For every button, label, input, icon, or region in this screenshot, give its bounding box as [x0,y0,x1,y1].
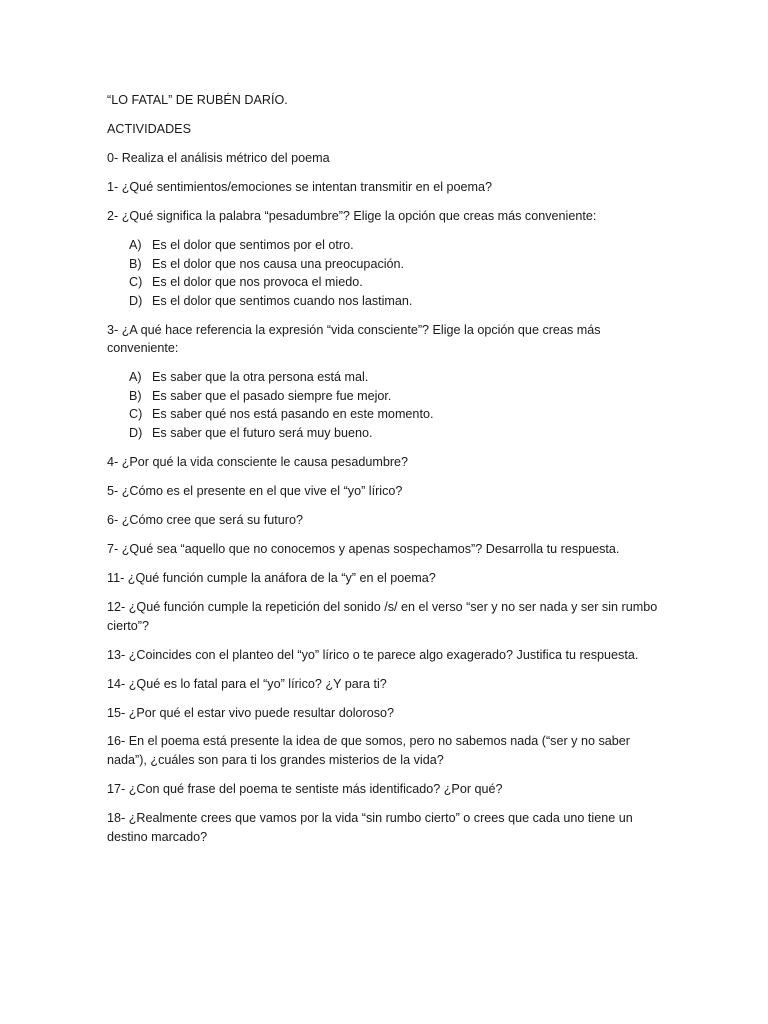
option-item [129,236,667,255]
question-1: 1- ¿Qué sentimientos/emociones se intentan transmitir en el poema? [107,179,493,194]
option-text: Es saber qué nos está pasando en este momento. [152,407,434,422]
option-text: Es el dolor que nos provoca el miedo. [152,275,363,290]
question-3-options [107,368,667,442]
option-text: Es el dolor que nos causa una preocupación. [152,256,405,271]
question-7: 7- ¿Qué sea “aquello que no conocemos y apenas sospechamos”? Desarrolla tu respuesta. [107,541,620,556]
question-6: 6- ¿Cómo cree que será su futuro? [107,513,303,527]
question-12: 12- ¿Qué función cumple la repetición del sonido /s/ en el verso “ser y no ser nada y ser sin rumbo cierto”? [107,599,661,633]
option-text: Es saber que el futuro será muy bueno. [152,426,373,441]
section-heading: ACTIVIDADES [107,121,191,136]
option-letter: C) [129,275,143,290]
question-3: 3- ¿A qué hace referencia la expresión “vida consciente”? Elige la opción que creas más conveniente: [107,322,605,356]
question-17: 17- ¿Con qué frase del poema te sentiste más identificado? ¿Por qué? [107,782,503,797]
option-text: Es el dolor que sentimos cuando nos lastiman. [152,293,413,308]
question-18: 18- ¿Realmente crees que vamos por la vida “sin rumbo cierto” o crees que cada uno tiene un destino marcado? [107,811,637,844]
option-text: Es saber que el pasado siempre fue mejor. [152,388,392,403]
option-letter: A) [129,237,142,252]
document-page [107,91,667,857]
question-13: 13- ¿Coincides con el planteo del “yo” lírico o te parece algo exagerado? Justifica tu respuesta. [107,647,639,662]
option-letter: A) [129,370,142,385]
option-letter: D) [129,426,143,441]
question-2-options [107,236,667,310]
question-15: 15- ¿Por qué el estar vivo puede resultar doloroso? [107,705,395,720]
option-item [129,292,667,311]
question-14: 14- ¿Qué es lo fatal para el “yo” lírico? ¿Y para ti? [107,676,387,691]
document-title: “LO FATAL” DE RUBÉN DARÍO. [107,93,288,107]
option-item [129,387,667,406]
option-item [129,424,667,443]
option-letter: C) [129,407,143,422]
option-text: Es saber que la otra persona está mal. [152,370,369,385]
option-letter: D) [129,293,143,308]
option-item [129,255,667,274]
option-letter: B) [129,256,142,271]
question-11: 11- ¿Qué función cumple la anáfora de la “y” en el poema? [107,570,436,585]
question-4: 4- ¿Por qué la vida consciente le causa pesadumbre? [107,455,409,470]
option-item [129,405,667,424]
option-text: Es el dolor que sentimos por el otro. [152,237,354,252]
option-item [129,368,667,387]
option-letter: B) [129,388,142,403]
question-16: 16- En el poema está presente la idea de que somos, pero no sabemos nada (“ser y no saber nada”), ¿cuáles son para ti los grandes misterios de la vida? [107,734,634,768]
question-2: 2- ¿Qué significa la palabra “pesadumbre”? Elige la opción que creas más conveniente: [107,208,597,223]
question-0: 0- Realiza el análisis métrico del poema [107,150,330,165]
question-5: 5- ¿Cómo es el presente en el que vive el “yo” lírico? [107,484,403,499]
option-item [129,273,667,292]
